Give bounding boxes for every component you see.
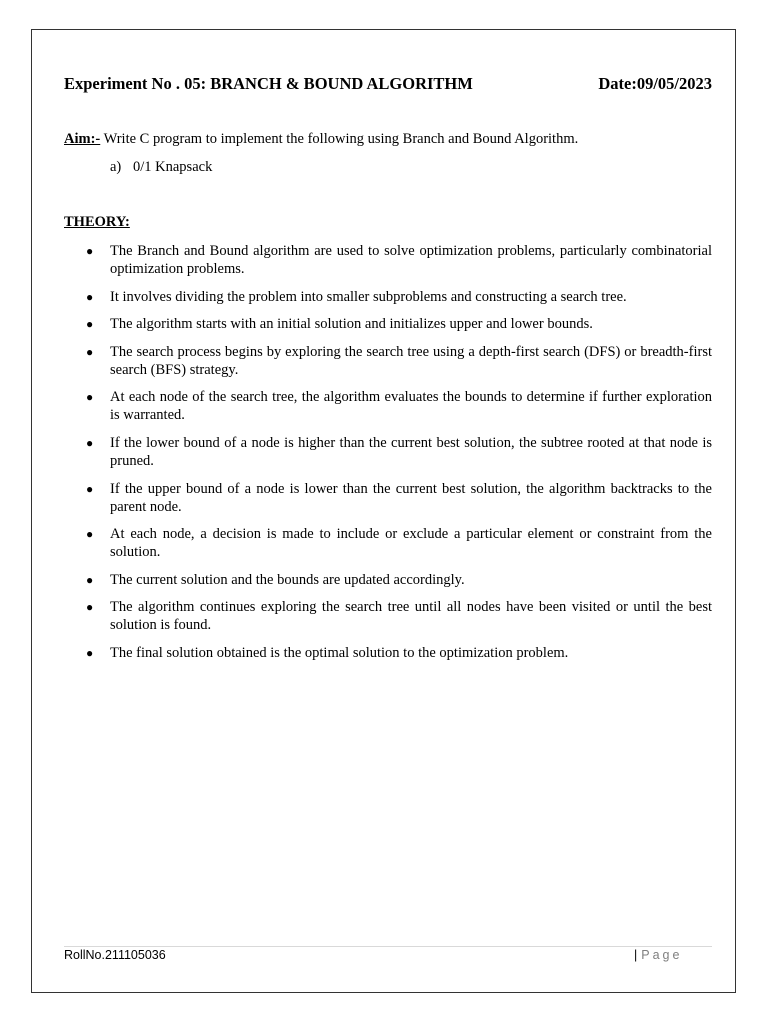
- theory-point-text: It involves dividing the problem into smaller subproblems and constructing a search tree.: [110, 288, 627, 305]
- aim-item-marker: a): [110, 159, 122, 175]
- theory-point: [85, 571, 712, 589]
- roll-number: RollNo.211105036: [64, 948, 166, 962]
- theory-point-text: The algorithm starts with an initial solution and initializes upper and lower bounds.: [110, 316, 593, 333]
- theory-point: [85, 480, 712, 516]
- experiment-date: Date:09/05/2023: [598, 74, 712, 93]
- theory-point-text: The Branch and Bound algorithm are used to solve optimization problems, particularly combinatorial optimization problems.: [110, 243, 712, 277]
- bullet-icon: ●: [86, 572, 94, 587]
- theory-point-text: The current solution and the bounds are updated accordingly.: [110, 571, 465, 588]
- bullet-icon: ●: [86, 435, 94, 450]
- document-header: [64, 74, 712, 96]
- bullet-icon: ●: [86, 600, 94, 615]
- theory-point: [85, 288, 712, 306]
- aim-list-item: [110, 159, 212, 176]
- aim-item-text: 0/1 Knapsack: [133, 159, 213, 175]
- theory-heading: THEORY:: [64, 214, 130, 230]
- theory-point-text: If the upper bound of a node is lower than the current best solution, the algorithm backtracks to the parent node.: [110, 480, 712, 515]
- theory-point: [85, 242, 712, 278]
- experiment-title: Experiment No . 05: BRANCH & BOUND ALGORITHM: [64, 74, 473, 93]
- theory-point: [85, 525, 712, 561]
- bullet-icon: ●: [86, 244, 94, 258]
- theory-point-text: At each node, a decision is made to include or exclude a particular element or constraint from the solution.: [110, 526, 712, 561]
- page-footer: [634, 948, 682, 962]
- bullet-icon: ●: [86, 645, 94, 660]
- bullet-icon: ●: [86, 390, 94, 405]
- theory-point: [85, 343, 712, 379]
- bullet-icon: ●: [86, 289, 94, 304]
- theory-point-text: The final solution obtained is the optimal solution to the optimization problem.: [110, 644, 569, 661]
- bullet-icon: ●: [86, 481, 94, 496]
- aim-label: Aim:-: [64, 131, 101, 147]
- theory-point: [85, 598, 712, 634]
- footer-divider: [64, 946, 712, 947]
- theory-point: [85, 434, 712, 470]
- footer-separator: |: [634, 948, 638, 962]
- bullet-icon: ●: [86, 344, 94, 359]
- bullet-icon: ●: [86, 317, 94, 332]
- theory-point: [85, 644, 712, 662]
- aim-text: Write C program to implement the following using Branch and Bound Algorithm.: [100, 131, 579, 147]
- theory-point-text: At each node of the search tree, the algorithm evaluates the bounds to determine if further exploration is warranted.: [110, 389, 712, 424]
- theory-point: [85, 388, 712, 424]
- bullet-icon: ●: [86, 527, 94, 542]
- page-label: Page: [641, 948, 683, 962]
- theory-bullet-list: [85, 242, 712, 672]
- aim-statement: [64, 131, 578, 148]
- theory-point-text: If the lower bound of a node is higher than the current best solution, the subtree rooted at that node is pruned.: [110, 434, 712, 469]
- theory-point-text: The search process begins by exploring the search tree using a depth-first search (DFS) or breadth-first search (BFS) strategy.: [110, 343, 712, 378]
- theory-point: [85, 315, 712, 333]
- theory-point-text: The algorithm continues exploring the search tree until all nodes have been visited or until the best solution is found.: [110, 599, 712, 634]
